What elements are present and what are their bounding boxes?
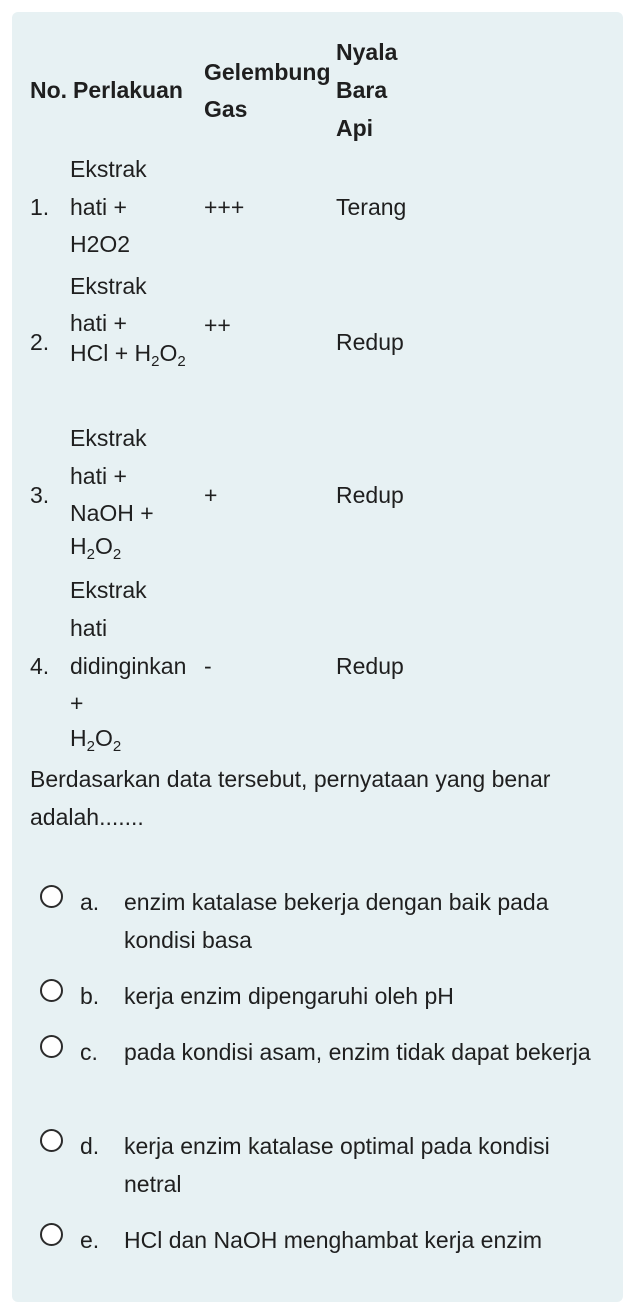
bubbles-value: +++ [204, 194, 245, 220]
radio-button[interactable] [40, 1035, 63, 1058]
option-letter: c. [80, 1039, 98, 1065]
treatment-line: Ekstrak [70, 425, 147, 451]
radio-button[interactable] [40, 979, 63, 1002]
flame-value: Redup [336, 329, 404, 355]
header-nyala-line3: Api [336, 115, 374, 141]
treatment-line: hati + [70, 463, 127, 489]
row-number: 4. [30, 653, 50, 679]
bubbles-value: - [204, 653, 212, 679]
treatment-line: hati + [70, 194, 127, 220]
flame-value: Redup [336, 482, 404, 508]
h2o2-formula: $H_2O_2$ [70, 533, 122, 563]
option-a[interactable] [40, 883, 600, 959]
bubbles-value: ++ [204, 312, 231, 338]
flame-value: Terang [336, 194, 407, 220]
treatment-line: H2O2 [70, 231, 131, 257]
flame-value: Redup [336, 653, 404, 679]
header-perlakuan: Perlakuan [73, 77, 183, 103]
header-gelembung-line1: Gelembung [204, 59, 331, 85]
option-c[interactable] [40, 1033, 600, 1109]
treatment-line: + [70, 690, 84, 716]
row-number: 3. [30, 482, 50, 508]
treatment-line: Ekstrak [70, 156, 147, 182]
option-text: kerja enzim dipengaruhi oleh pH [124, 983, 454, 1009]
treatment-line: Ekstrak [70, 273, 147, 299]
question-text: Berdasarkan data tersebut, pernyataan yang benar adalah....... [30, 766, 551, 830]
option-text: kerja enzim katalase optimal pada kondisi netral [124, 1133, 550, 1197]
option-letter: b. [80, 983, 100, 1009]
header-gelembung-line2: Gas [204, 96, 248, 122]
header-nyala-line2: Bara [336, 77, 388, 103]
header-nyala-line1: Nyala [336, 39, 398, 65]
row-number: 2. [30, 329, 50, 355]
row-number: 1. [30, 194, 50, 220]
treatment-line: Ekstrak [70, 577, 147, 603]
h2o2-formula: $H_2O_2$ [70, 725, 122, 755]
treatment-line: didinginkan [70, 653, 187, 679]
bubbles-value: + [204, 482, 218, 508]
option-e[interactable] [40, 1221, 600, 1259]
option-text: pada kondisi asam, enzim tidak dapat bekerja [124, 1039, 591, 1065]
radio-button[interactable] [40, 885, 63, 908]
option-letter: d. [80, 1133, 100, 1159]
radio-button[interactable] [40, 1223, 63, 1246]
option-d[interactable] [40, 1127, 600, 1203]
treatment-line: NaOH + [70, 500, 154, 526]
radio-button[interactable] [40, 1129, 63, 1152]
option-text: enzim katalase bekerja dengan baik pada kondisi basa [124, 889, 549, 953]
header-no: No. [30, 77, 68, 103]
option-letter: a. [80, 889, 100, 915]
treatment-line: hati [70, 615, 108, 641]
option-text: HCl dan NaOH menghambat kerja enzim [124, 1227, 543, 1253]
treatment-line: hati + [70, 310, 127, 336]
h2o2-formula: $H_2O_2$ [134, 340, 186, 370]
option-b[interactable] [40, 977, 600, 1015]
option-letter: e. [80, 1227, 100, 1253]
treatment-formula-line: HCl + $H_2O_2$ [70, 340, 186, 370]
